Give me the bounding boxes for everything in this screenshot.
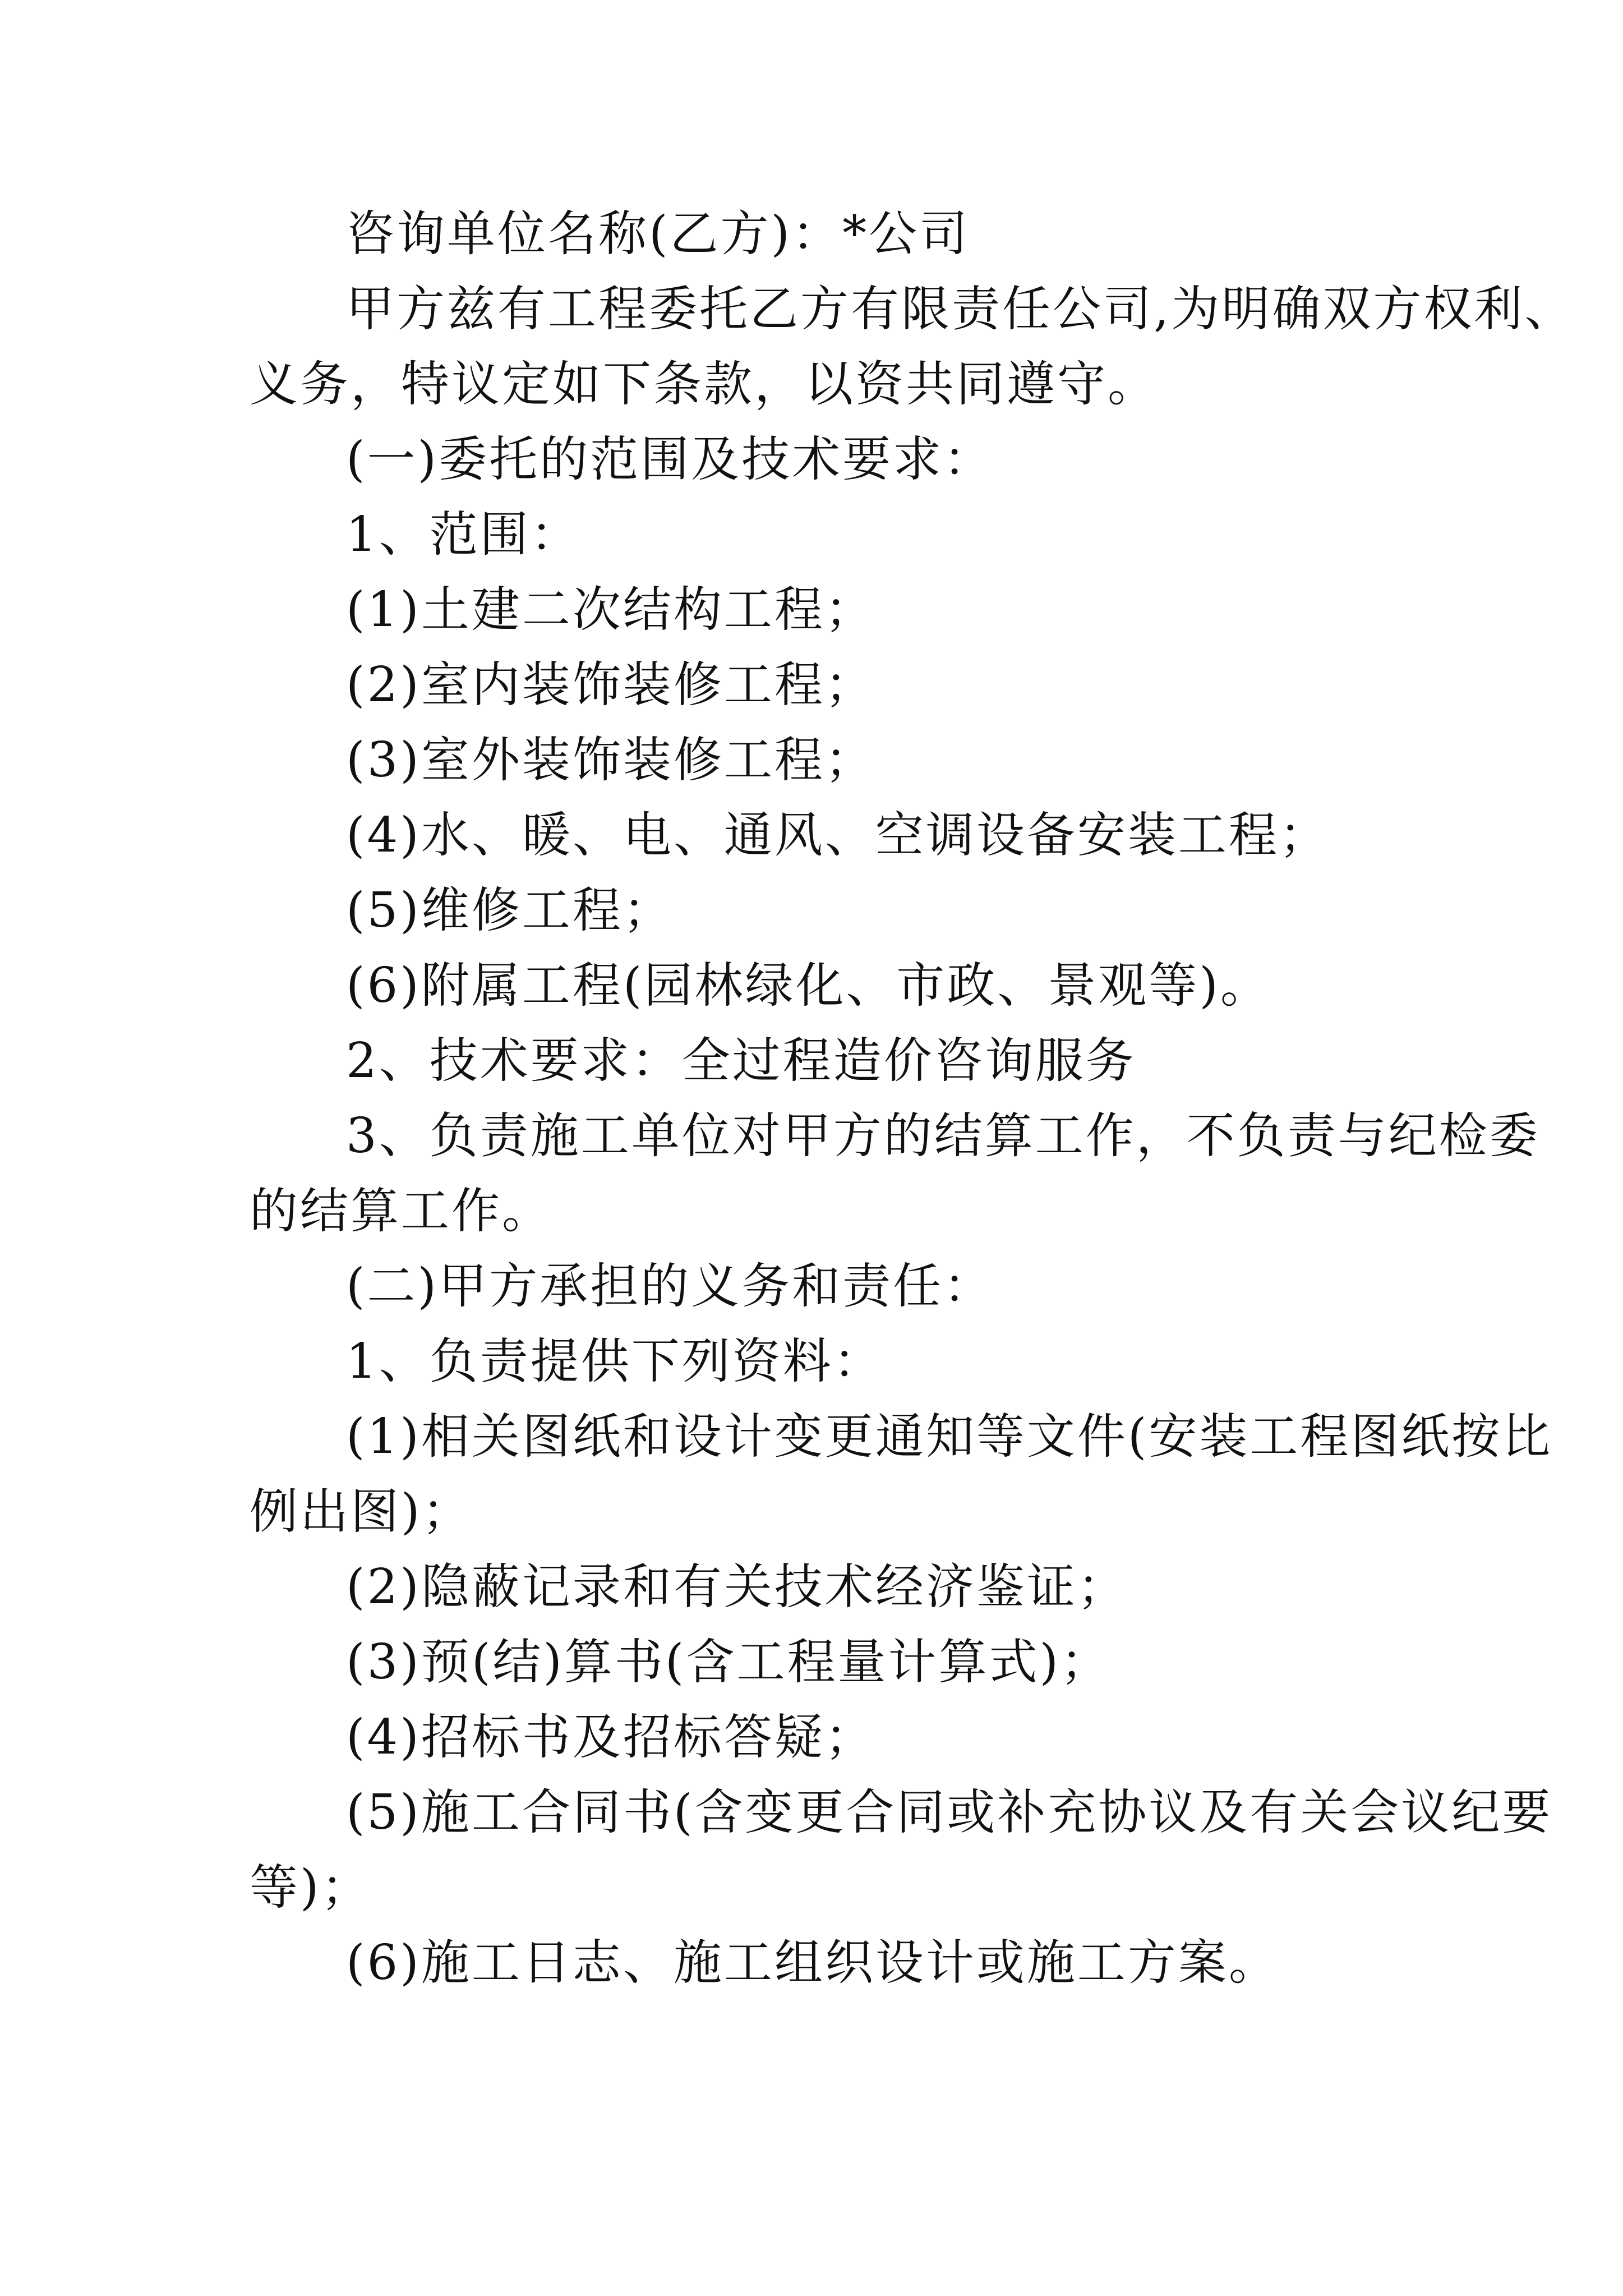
text-line: 咨询单位名称(乙方)：*公司 [346, 206, 970, 262]
text-line: 例出图)； [250, 1484, 473, 1540]
list-item: (4)水、暖、电、通风、空调设备安装工程； [346, 807, 1330, 863]
text-line: 义务，特议定如下条款，以资共同遵守。 [250, 356, 1158, 412]
text-line: 的结算工作。 [250, 1183, 552, 1239]
section-heading: (一)委托的范围及技术要求： [346, 431, 994, 487]
list-item: (4)招标书及招标答疑； [346, 1709, 875, 1765]
list-item: (3)预(结)算书(含工程量计算式)； [346, 1634, 1112, 1690]
list-item: (1)土建二次结构工程； [346, 582, 875, 638]
text-line: 1、负责提供下列资料： [346, 1333, 884, 1389]
list-item: (6)附属工程(园林绿化、市政、景观等)。 [346, 958, 1271, 1014]
text-line: 甲方兹有工程委托乙方有限责任公司,为明确双方权利、 [346, 281, 1575, 337]
list-item: (5)施工合同书(含变更合同或补充协议及有关会议纪要 [346, 1784, 1553, 1841]
list-item: (2)隐蔽记录和有关技术经济鉴证； [346, 1559, 1128, 1615]
list-item: (1)相关图纸和设计变更通知等文件(安装工程图纸按比 [346, 1409, 1553, 1465]
text-line: 3、负责施工单位对甲方的结算工作，不负责与纪检委 [346, 1108, 1540, 1164]
list-item: (3)室外装饰装修工程； [346, 732, 875, 788]
list-item: (6)施工日志、施工组织设计或施工方案。 [346, 1935, 1279, 1991]
text-line: 2、技术要求：全过程造价咨询服务 [346, 1033, 1136, 1089]
list-item: (2)室内装饰装修工程； [346, 657, 875, 713]
text-line: 等)； [250, 1860, 372, 1916]
text-line: 1、范围： [346, 507, 581, 563]
document-body [250, 196, 1575, 2000]
list-item: (5)维修工程； [346, 882, 674, 938]
section-heading: (二)甲方承担的义务和责任： [346, 1258, 994, 1314]
